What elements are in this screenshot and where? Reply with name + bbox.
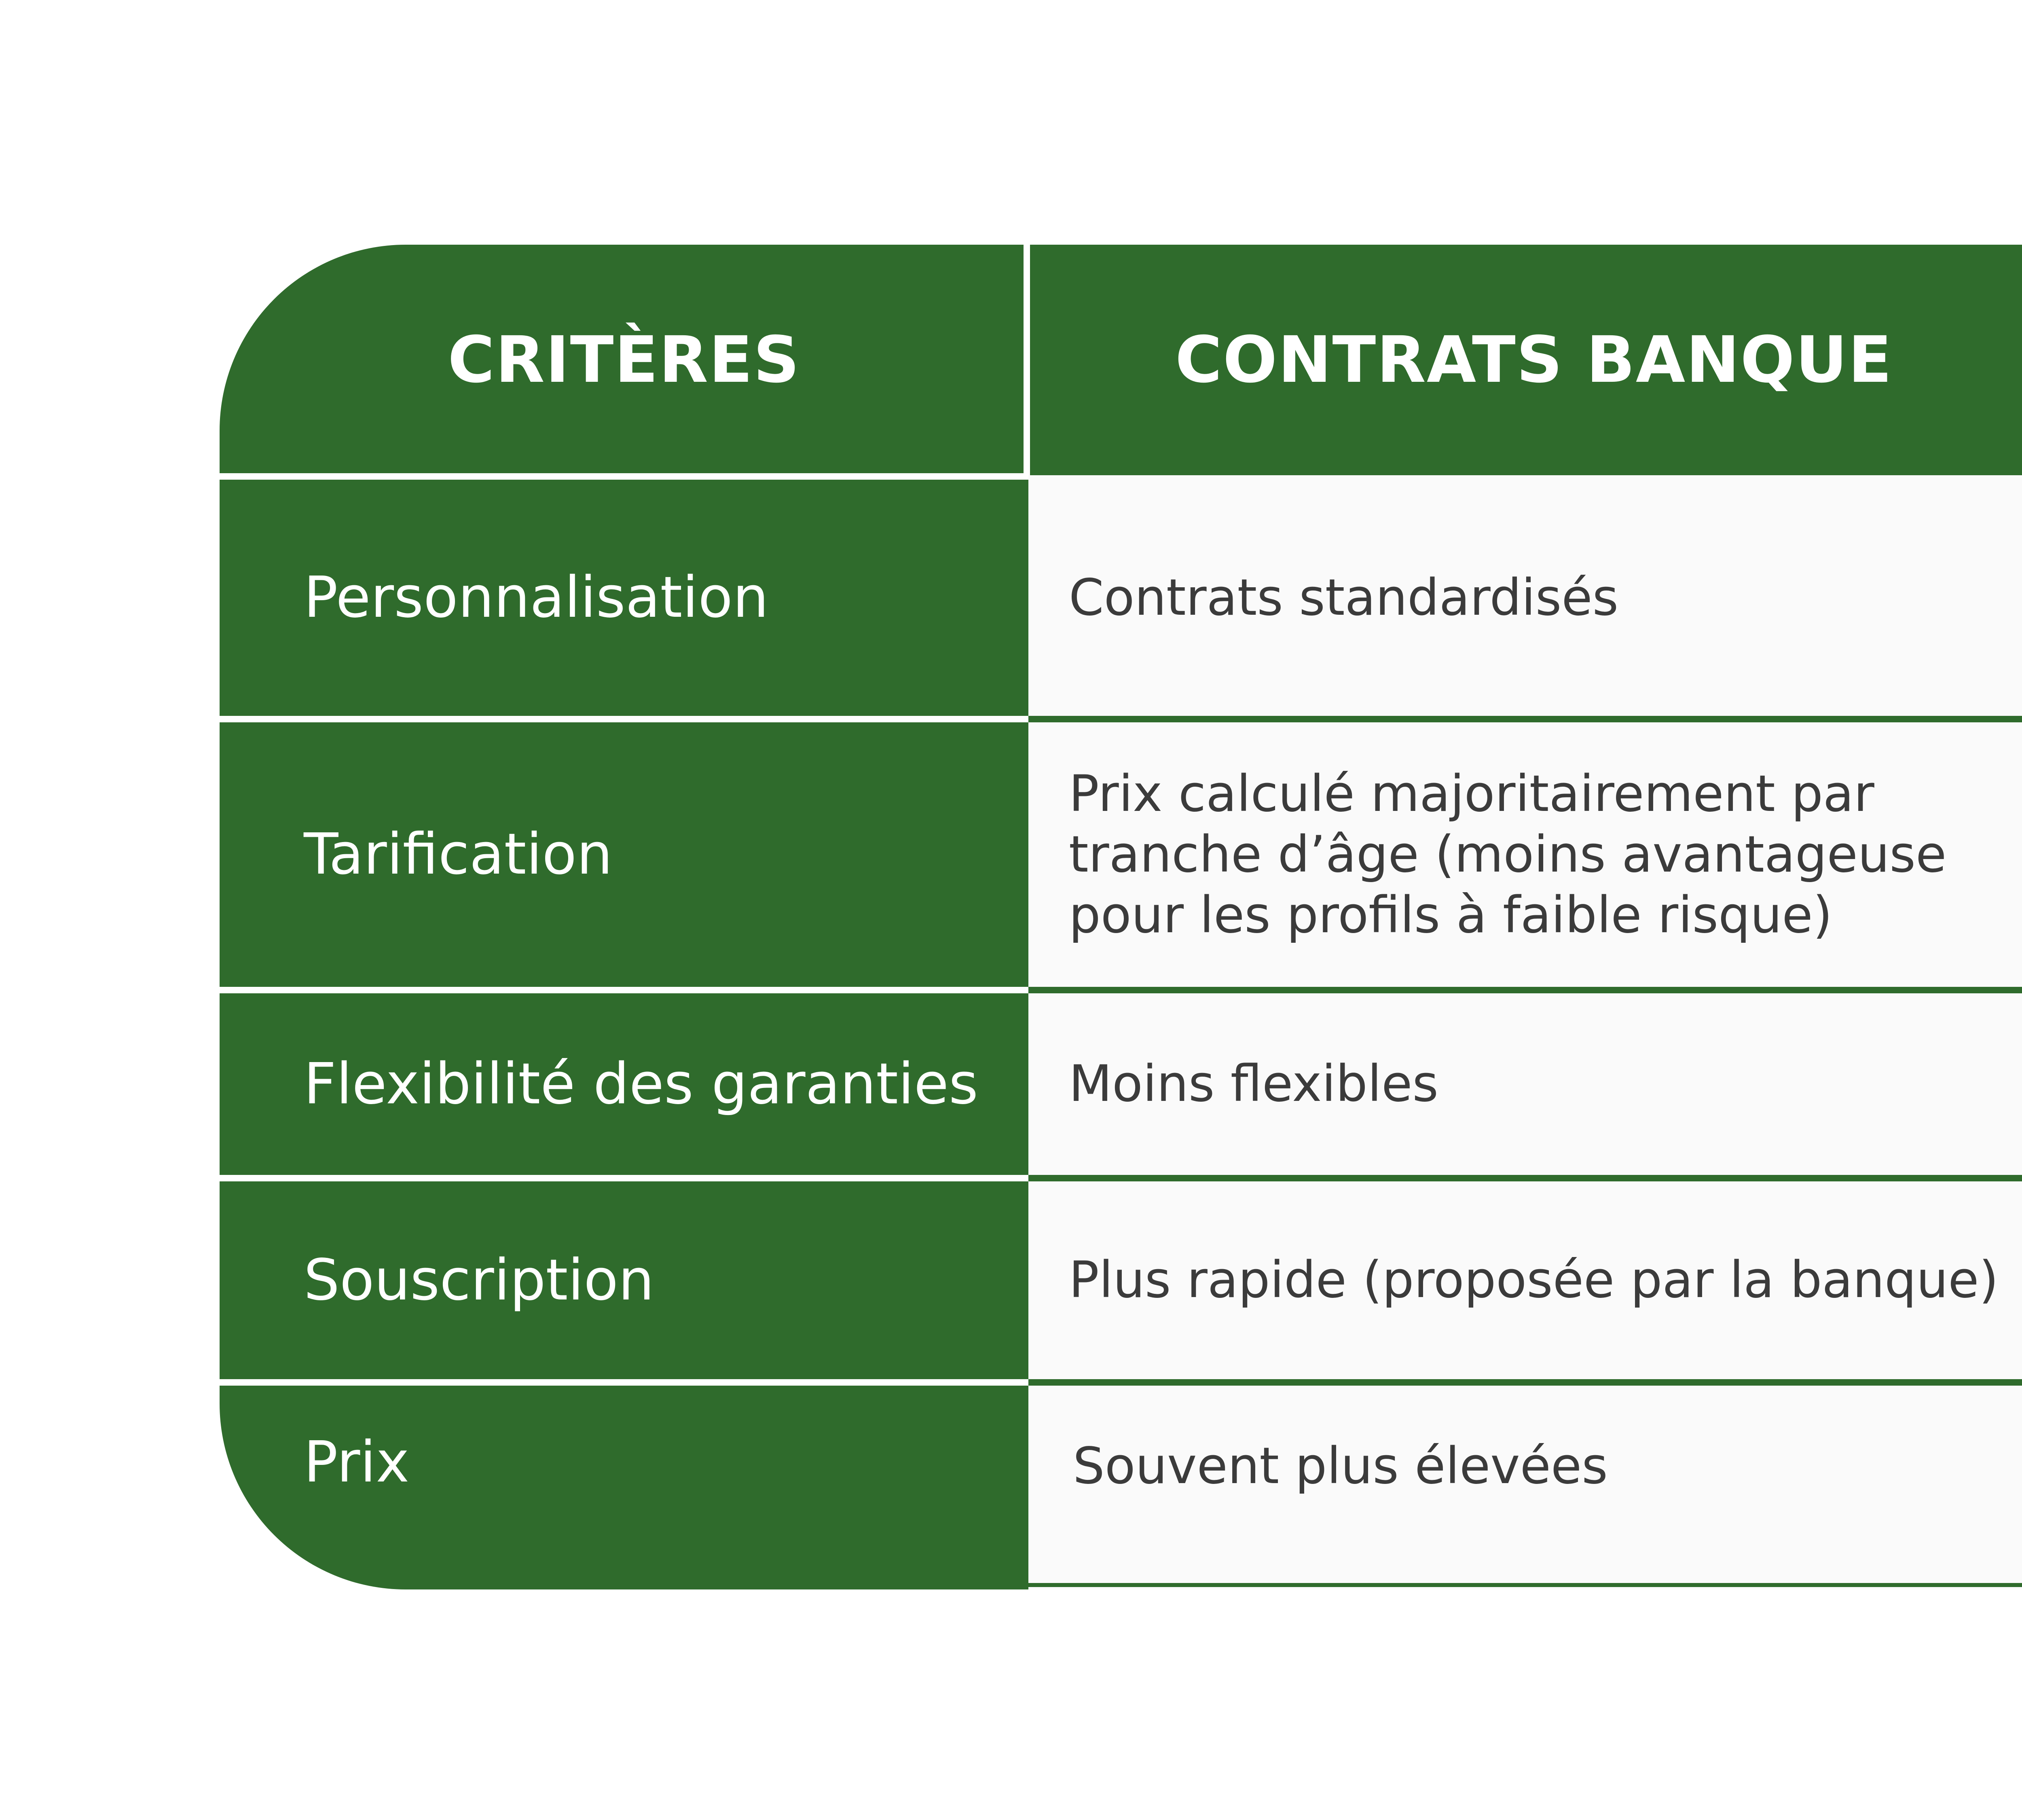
criterion-label: Souscription <box>304 1247 654 1313</box>
table-bottom-border <box>1028 1583 2022 1587</box>
row-criterion <box>220 1385 1028 1539</box>
row-criterion <box>220 479 1028 716</box>
header-divider <box>1024 245 1030 475</box>
row-bank-value <box>1032 1385 2022 1547</box>
header-bank <box>1028 245 2022 475</box>
row-divider <box>1028 1379 2022 1386</box>
row-bank-value <box>1028 1181 2022 1379</box>
row-criterion <box>220 993 1028 1175</box>
row-bank-value <box>1028 993 2022 1175</box>
row-divider <box>220 473 1028 480</box>
header-criteria-label: CRITÈRES <box>448 323 800 397</box>
criterion-label: Personnalisation <box>304 565 769 631</box>
bank-value-text: Souvent plus élevées <box>1073 1437 1608 1495</box>
header-criteria <box>220 245 1028 475</box>
criterion-label: Flexibilité des garanties <box>304 1051 978 1117</box>
row-divider <box>1028 987 2022 993</box>
bank-value-text: Contrats standardisés <box>1069 568 1619 627</box>
bank-value-line: pour les profils à faible risque) <box>1069 886 1833 944</box>
row-divider <box>1028 1175 2022 1181</box>
row-divider <box>220 987 1028 993</box>
criterion-label: Prix <box>304 1429 410 1495</box>
row-criterion <box>220 1181 1028 1379</box>
header-bank-label: CONTRATS BANQUE <box>1175 323 1893 397</box>
row-divider <box>220 716 1028 722</box>
criterion-label: Tarification <box>304 821 613 887</box>
bank-value-line: Prix calculé majoritairement par <box>1069 764 1874 823</box>
bank-value-text: Moins flexibles <box>1069 1055 1439 1113</box>
row-bank-value <box>1028 479 2022 716</box>
bank-value-line: tranche d’âge (moins avantageuse <box>1069 825 1947 884</box>
row-divider <box>220 1175 1028 1181</box>
row-bank-value <box>1028 722 2022 987</box>
comparison-table <box>220 245 2022 1589</box>
row-divider <box>220 1379 1028 1386</box>
row-criterion <box>220 722 1028 987</box>
bank-value-text: Plus rapide (proposée par la banque) <box>1069 1251 1999 1309</box>
row-divider <box>1028 716 2022 722</box>
